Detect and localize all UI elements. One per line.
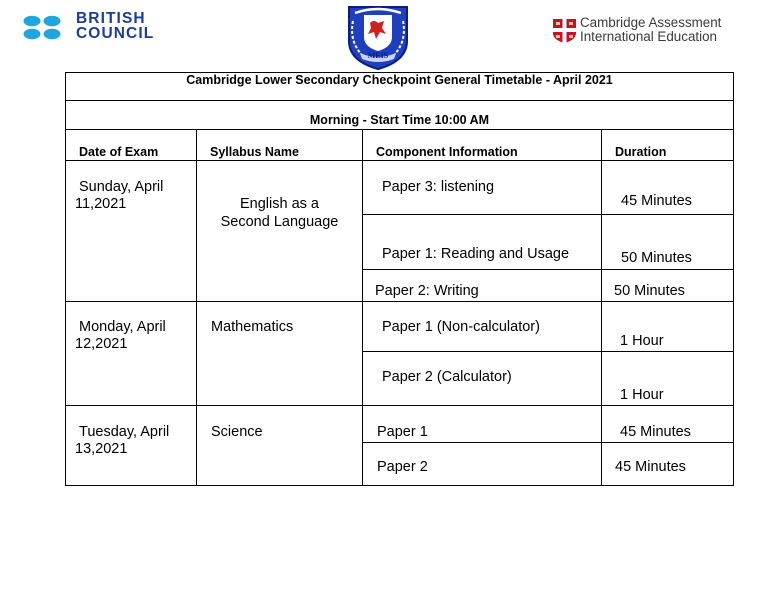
school-crest-logo: [340, 1, 416, 71]
component-name: Paper 1: Reading and Usage: [382, 246, 570, 262]
exam-date-line1: Sunday, April: [79, 179, 164, 195]
british-council-line1: BRITISH: [76, 10, 146, 27]
row-divider: [66, 129, 733, 130]
row-divider: [362, 351, 733, 352]
column-header-syllabus: Syllabus Name: [210, 145, 299, 159]
exam-date-line2: 13,2021: [75, 441, 128, 457]
syllabus-name: Mathematics: [211, 319, 294, 335]
component-duration: 50 Minutes: [621, 250, 692, 266]
timetable-title: Cambridge Lower Secondary Checkpoint General Timetable - April 2021: [186, 73, 613, 87]
british-council-line2: COUNCIL: [76, 24, 155, 42]
exam-date-line1: Tuesday, April: [79, 424, 170, 440]
british-council-logo-icon: [23, 15, 69, 40]
row-divider: [66, 160, 733, 161]
row-divider: [362, 269, 733, 270]
row-divider: [362, 442, 733, 443]
cambridge-wordmark: [580, 16, 721, 44]
syllabus-name-line1: English as a: [240, 196, 319, 212]
component-duration: 45 Minutes: [620, 424, 691, 440]
column-header-component: Component Information: [376, 145, 518, 159]
british-council-wordmark: [76, 12, 154, 41]
row-divider: [66, 100, 733, 101]
syllabus-name-line2: Second Language: [220, 214, 339, 230]
component-duration: 1 Hour: [620, 333, 664, 349]
cambridge-line1: Cambridge Assessment: [580, 15, 722, 30]
crest-label: MEIS: [367, 51, 389, 60]
row-divider: [66, 301, 733, 302]
session-label: Morning - Start Time 10:00 AM: [309, 113, 490, 127]
component-name: Paper 3: listening: [382, 179, 495, 195]
component-duration: 50 Minutes: [614, 283, 685, 299]
component-name: Paper 1 (Non-calculator): [382, 319, 540, 335]
column-divider: [362, 129, 363, 485]
exam-date-line2: 12,2021: [75, 336, 128, 352]
component-duration: 45 Minutes: [615, 459, 686, 475]
syllabus-name: Science: [211, 424, 263, 440]
cambridge-shield-icon: [553, 19, 576, 43]
timetable-table: [65, 72, 734, 486]
component-name: Paper 2 (Calculator): [382, 369, 512, 385]
row-divider: [66, 405, 733, 406]
column-divider: [196, 129, 197, 485]
row-divider: [362, 214, 733, 215]
column-header-date: Date of Exam: [79, 145, 159, 159]
component-duration: 45 Minutes: [621, 193, 692, 209]
component-name: Paper 2: [377, 459, 428, 475]
exam-date-line1: Monday, April: [79, 319, 166, 335]
column-divider: [601, 129, 602, 485]
component-name: Paper 1: [377, 424, 428, 440]
component-name: Paper 2: Writing: [375, 283, 479, 299]
cambridge-line2: International Education: [580, 28, 717, 44]
column-header-duration: Duration: [615, 145, 667, 159]
exam-date-line2: 11,2021: [75, 196, 127, 212]
component-duration: 1 Hour: [620, 387, 664, 403]
